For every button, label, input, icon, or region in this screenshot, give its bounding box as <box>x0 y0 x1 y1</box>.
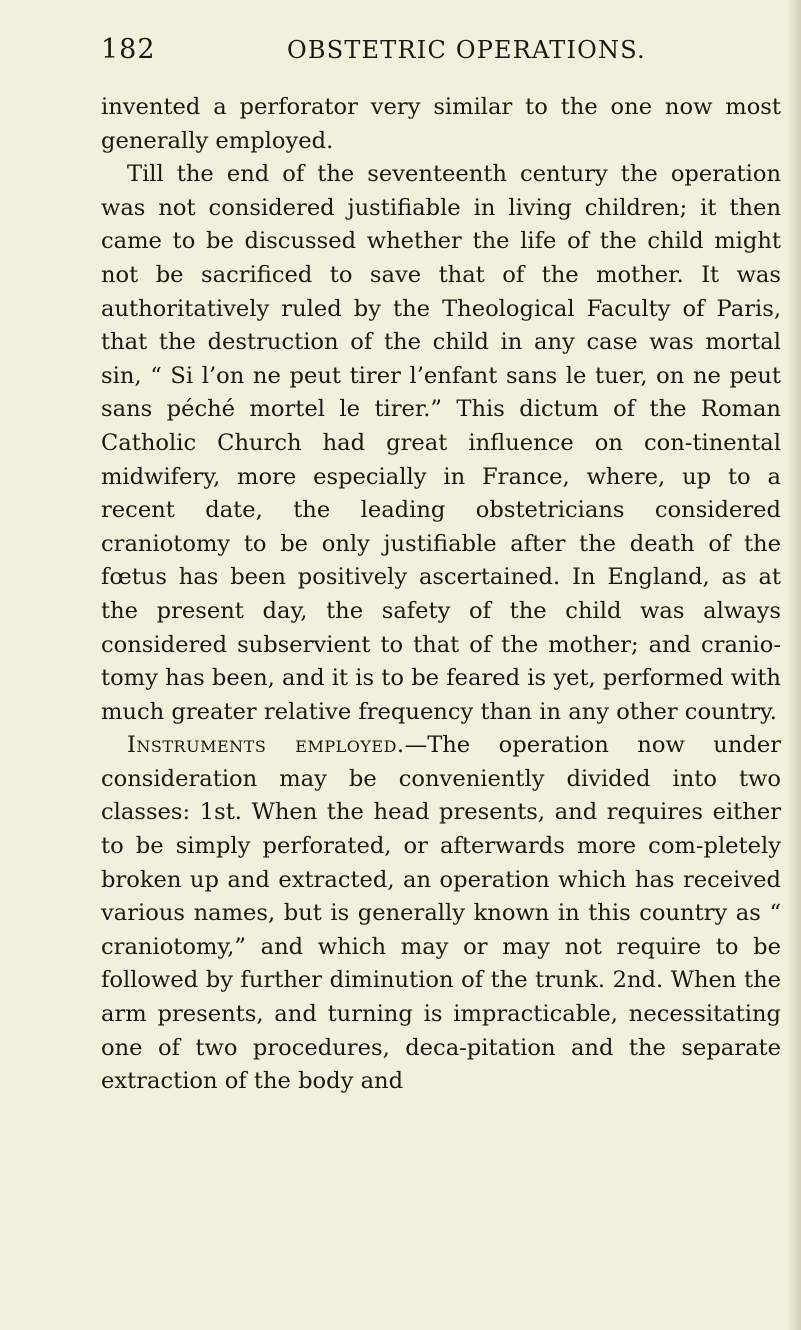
section-heading: Instruments employed. <box>127 732 405 759</box>
page-edge-shadow <box>787 0 801 1330</box>
paragraph-craniotomy-history <box>101 158 781 729</box>
body-text <box>101 91 781 1099</box>
page-header <box>101 34 772 78</box>
running-title: OBSTETRIC OPERATIONS. <box>287 36 646 64</box>
page-number: 182 <box>101 34 156 65</box>
paragraph-text: Till the end of the seventeenth century the operation was not considered justifiable in living children; it then came to be discussed whether the life of the child might not be sacrificed to save that of the mother. It was authoritatively ruled by the Theological Faculty of Paris, that the destruction of the child in any case was mortal sin, “ Si l’on ne peut tirer l’enfant sans le tuer, on ne peut sans péché mortel le tirer.” This dictum of the Roman Catholic Church had great influence on con-tinental midwifery, more especially in France, where, up to a recent date, the leading obstetricians considered craniotomy to be only justifiable after the death of the fœtus has been positively ascertained. In England, as at the present day, the safety of the child was always considered subservient to that of the mother; and cranio-tomy has been, and it is to be feared is yet, performed with much greater relative frequency than in any other country. <box>101 161 781 725</box>
paragraph-text: invented a perforator very similar to the one now most generally employed. <box>101 94 781 154</box>
paragraph-text: —The operation now under consideration may be conveniently divided into two classes: 1st. When the head presents, and requires either to be simply perforated, or afterwards more com-pletely broken up and extracted, an operation which has received various names, but is generally known in this country as “ craniotomy,” and which may or may not require to be followed by further diminution of the trunk. 2nd. When the arm presents, and turning is impracticable, necessitating one of two procedures, deca-pitation and the separate extraction of the body and <box>101 732 782 1095</box>
paragraph-instruments <box>101 729 781 1099</box>
paragraph-continuation <box>101 91 781 158</box>
